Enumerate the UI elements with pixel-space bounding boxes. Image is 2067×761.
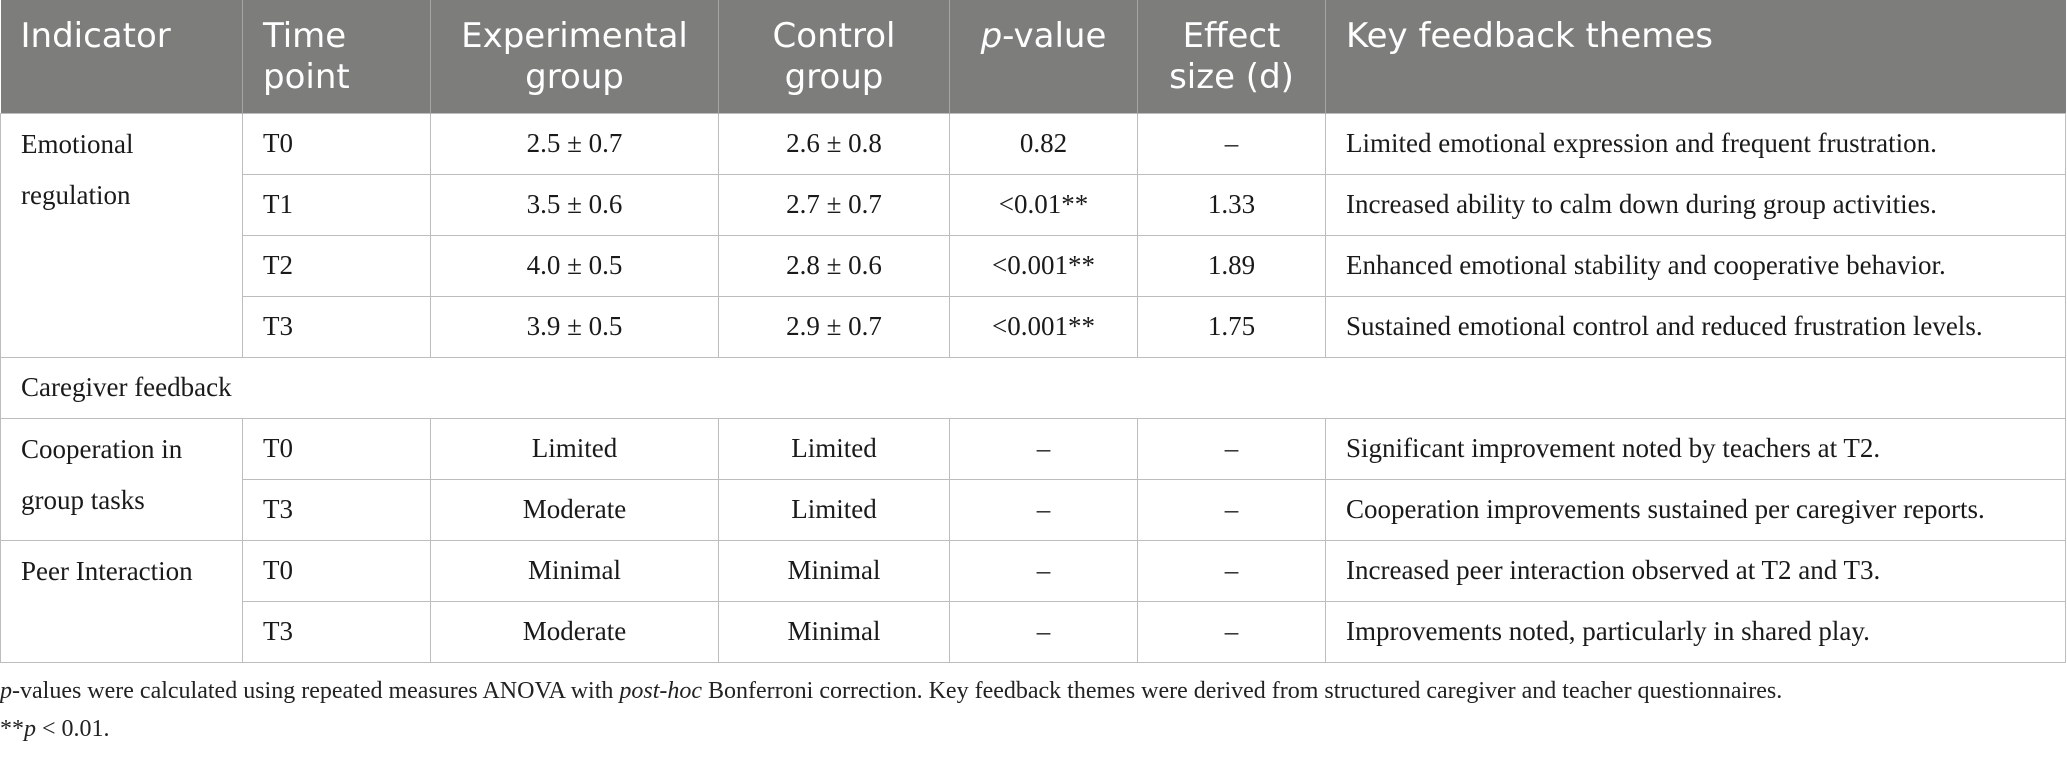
p-value-cell: <0.01** — [950, 174, 1138, 235]
p-value-cell: – — [950, 479, 1138, 540]
effect-size-cell: – — [1138, 601, 1326, 662]
indicator-line2: group tasks — [21, 484, 145, 515]
theme-cell: Significant improvement noted by teachers at T2. — [1326, 418, 2066, 479]
footnote-line1 — [0, 672, 2067, 710]
header-effect-line2: size (d) — [1169, 57, 1294, 97]
header-p-rest: -value — [1002, 16, 1107, 56]
header-indicator-label: Indicator — [20, 16, 171, 56]
footnote-stars: ** — [0, 716, 24, 742]
control-cell: Minimal — [719, 540, 950, 601]
time-cell: T2 — [243, 235, 431, 296]
indicator-emotional-regulation — [1, 113, 243, 357]
effect-size-cell: – — [1138, 113, 1326, 174]
p-value-cell: <0.001** — [950, 235, 1138, 296]
header-effect-line1: Effect — [1182, 16, 1281, 56]
time-cell: T0 — [243, 418, 431, 479]
indicator-line1: Emotional — [21, 128, 134, 159]
effect-size-cell: 1.33 — [1138, 174, 1326, 235]
experimental-cell: 3.5 ± 0.6 — [431, 174, 719, 235]
table-row — [1, 174, 2066, 235]
p-value-cell: – — [950, 601, 1138, 662]
control-cell: 2.8 ± 0.6 — [719, 235, 950, 296]
time-cell: T3 — [243, 479, 431, 540]
header-p-italic: p — [980, 16, 1003, 56]
section-row — [1, 357, 2066, 418]
control-cell: 2.6 ± 0.8 — [719, 113, 950, 174]
table-footnote — [0, 672, 2067, 748]
control-cell: 2.9 ± 0.7 — [719, 296, 950, 357]
experimental-cell: 2.5 ± 0.7 — [431, 113, 719, 174]
p-value-cell: <0.001** — [950, 296, 1138, 357]
p-value-cell: – — [950, 540, 1138, 601]
p-value-cell: 0.82 — [950, 113, 1138, 174]
theme-cell: Limited emotional expression and frequent frustration. — [1326, 113, 2066, 174]
theme-cell: Sustained emotional control and reduced frustration levels. — [1326, 296, 2066, 357]
indicator-line1: Peer Interaction — [21, 555, 193, 586]
header-themes — [1326, 0, 2066, 113]
time-cell: T1 — [243, 174, 431, 235]
experimental-cell: 3.9 ± 0.5 — [431, 296, 719, 357]
theme-cell: Enhanced emotional stability and cooperative behavior. — [1326, 235, 2066, 296]
header-experimental-line1: Experimental — [461, 16, 688, 56]
theme-cell: Cooperation improvements sustained per caregiver reports. — [1326, 479, 2066, 540]
indicator-cooperation — [1, 418, 243, 540]
indicator-line1: Cooperation in — [21, 433, 183, 464]
table-row — [1, 601, 2066, 662]
header-themes-label: Key feedback themes — [1346, 16, 1713, 56]
effect-size-cell: – — [1138, 540, 1326, 601]
theme-cell: Increased peer interaction observed at T2 and T3. — [1326, 540, 2066, 601]
indicator-peer-interaction — [1, 540, 243, 662]
footnote-p2-italic: p — [24, 716, 36, 742]
header-time-line2: point — [263, 57, 350, 97]
control-cell: Limited — [719, 479, 950, 540]
control-cell: 2.7 ± 0.7 — [719, 174, 950, 235]
table-row — [1, 418, 2066, 479]
footnote-posthoc: post-hoc — [619, 678, 703, 704]
time-cell: T3 — [243, 601, 431, 662]
header-control-line1: Control — [772, 16, 896, 56]
experimental-cell: 4.0 ± 0.5 — [431, 235, 719, 296]
header-time-point — [243, 0, 431, 113]
effect-size-cell: – — [1138, 418, 1326, 479]
header-p-value — [950, 0, 1138, 113]
control-cell: Limited — [719, 418, 950, 479]
header-indicator — [1, 0, 243, 113]
time-cell: T0 — [243, 113, 431, 174]
table-row — [1, 479, 2066, 540]
header-row — [1, 0, 2066, 113]
experimental-cell: Limited — [431, 418, 719, 479]
control-cell: Minimal — [719, 601, 950, 662]
experimental-cell: Moderate — [431, 479, 719, 540]
indicator-line2: regulation — [21, 179, 131, 210]
p-value-cell: – — [950, 418, 1138, 479]
effect-size-cell: 1.89 — [1138, 235, 1326, 296]
table-row — [1, 540, 2066, 601]
footnote-threshold: < 0.01. — [36, 716, 110, 742]
effect-size-cell: 1.75 — [1138, 296, 1326, 357]
footnote-line2 — [0, 710, 2067, 748]
header-control — [719, 0, 950, 113]
theme-cell: Improvements noted, particularly in shared play. — [1326, 601, 2066, 662]
time-cell: T0 — [243, 540, 431, 601]
header-effect-size — [1138, 0, 1326, 113]
header-experimental — [431, 0, 719, 113]
header-control-line2: group — [784, 57, 884, 97]
table-row — [1, 235, 2066, 296]
effect-size-cell: – — [1138, 479, 1326, 540]
header-time-line1: Time — [263, 16, 347, 56]
footnote-p-italic: p — [0, 678, 12, 704]
footnote-text-a: -values were calculated using repeated measures ANOVA with — [12, 678, 620, 704]
theme-cell: Increased ability to calm down during group activities. — [1326, 174, 2066, 235]
table-row — [1, 296, 2066, 357]
header-experimental-line2: group — [525, 57, 624, 97]
footnote-text-b: Bonferroni correction. Key feedback themes were derived from structured caregiver and teacher questionnaires. — [702, 678, 1783, 704]
experimental-cell: Minimal — [431, 540, 719, 601]
section-label-caregiver-feedback: Caregiver feedback — [1, 357, 2066, 418]
table-row — [1, 113, 2066, 174]
experimental-cell: Moderate — [431, 601, 719, 662]
time-cell: T3 — [243, 296, 431, 357]
